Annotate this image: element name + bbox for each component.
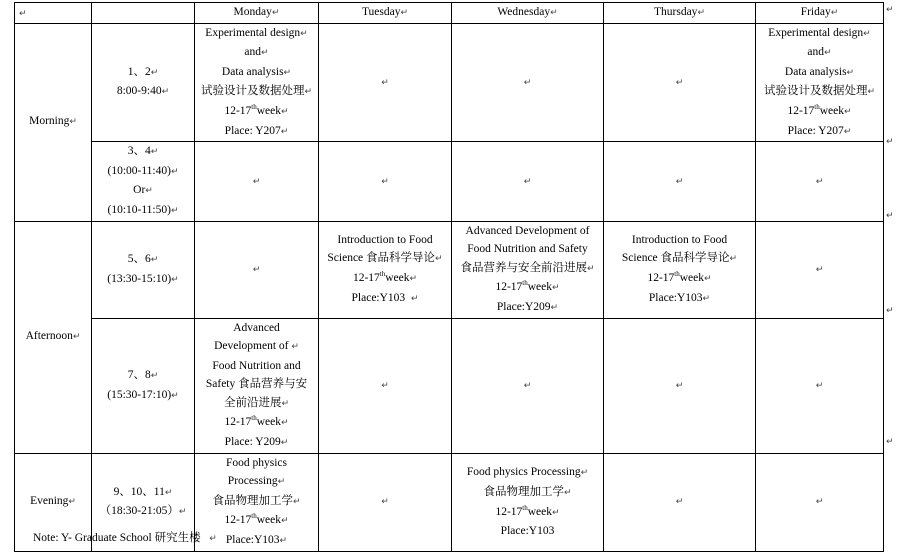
day-monday: Monday↵	[195, 3, 319, 24]
slot-5-6: 5、6↵ (13:30-15:10)↵	[92, 221, 195, 318]
empty-cell: ↵	[756, 142, 884, 221]
day-friday: Friday↵	[756, 3, 884, 24]
course-thu-intro-food-science: Introduction to Food Science 食品科学导论↵ 12-17thweek↵ Place:Y103↵	[604, 221, 756, 318]
empty-cell: ↵	[319, 318, 452, 453]
course-mon-advanced-development: Advanced Development of ↵ Food Nutrition and Safety 食品营养与安 全前沿进展↵ 12-17thweek↵ Place: Y209↵	[195, 318, 319, 453]
day-label: Thursday	[654, 6, 698, 18]
empty-cell: ↵	[452, 23, 604, 142]
empty-cell: ↵	[604, 23, 756, 142]
day-label: Wednesday	[497, 6, 551, 18]
empty-cell: ↵	[452, 318, 604, 453]
footnote-text: Note: Y- Graduate School 研究生楼	[33, 532, 201, 544]
empty-cell: ↵	[604, 453, 756, 551]
row-slot-3-4	[15, 142, 884, 221]
row-slot-7-8	[15, 318, 884, 453]
period-evening: Evening↵	[15, 453, 92, 551]
empty-cell: ↵	[452, 142, 604, 221]
empty-cell: ↵	[756, 318, 884, 453]
empty-cell: ↵	[319, 23, 452, 142]
day-wednesday: Wednesday↵	[452, 3, 604, 24]
empty-cell: ↵	[756, 453, 884, 551]
empty-cell: ↵	[319, 142, 452, 221]
row-end-mark: ↵	[886, 306, 894, 316]
slot-3-4: 3、4↵ (10:00-11:40)↵ Or↵ (10:10-11:50)↵	[92, 142, 195, 221]
course-mon-food-physics: Food physics Processing↵ 食品物理加工学↵ 12-17thweek↵ Place:Y103↵	[195, 453, 319, 551]
day-thursday: Thursday↵	[604, 3, 756, 24]
course-wed-food-physics: Food physics Processing↵ 食品物理加工学↵ 12-17thweek↵ Place:Y103	[452, 453, 604, 551]
row-end-mark: ↵	[886, 211, 894, 221]
period-morning: Morning↵	[15, 23, 92, 221]
header-row	[15, 3, 884, 24]
empty-cell: ↵	[604, 142, 756, 221]
corner-cell-2	[92, 3, 195, 24]
row-end-mark: ↵	[886, 437, 894, 447]
slot-1-2: 1、2↵ 8:00-9:40↵	[92, 23, 195, 142]
timetable	[14, 2, 884, 552]
row-slot-1-2	[15, 23, 884, 142]
day-label: Monday	[233, 6, 272, 18]
empty-cell: ↵	[319, 453, 452, 551]
row-slot-5-6	[15, 221, 884, 318]
period-afternoon: Afternoon↵	[15, 221, 92, 453]
empty-cell: ↵	[195, 221, 319, 318]
course-mon-experimental-design: Experimental design↵ and↵ Data analysis↵ 试验设计及数据处理↵ 12-17thweek↵ Place: Y207↵	[195, 23, 319, 142]
slot-9-11: 9、10、11↵ （18:30-21:05）↵	[92, 453, 195, 551]
empty-cell: ↵	[756, 221, 884, 318]
day-label: Friday	[800, 6, 831, 18]
empty-cell: ↵	[195, 142, 319, 221]
row-end-mark: ↵	[886, 137, 894, 147]
empty-cell: ↵	[604, 318, 756, 453]
course-wed-advanced-development: Advanced Development of Food Nutrition and Safety 食品营养与安全前沿进展↵ 12-17thweek↵ Place:Y209↵	[452, 221, 604, 318]
row-end-mark: ↵	[886, 5, 894, 15]
course-fri-experimental-design: Experimental design↵ and↵ Data analysis↵ 试验设计及数据处理↵ 12-17thweek↵ Place: Y207↵	[756, 23, 884, 142]
day-tuesday: Tuesday↵	[319, 3, 452, 24]
corner-cell: ↵	[15, 3, 92, 24]
footnote: Note: Y- Graduate School 研究生楼 ↵	[33, 532, 217, 544]
day-label: Tuesday	[361, 6, 401, 18]
course-tue-intro-food-science: Introduction to Food Science 食品科学导论↵ 12-17thweek↵ Place:Y103 ↵	[319, 221, 452, 318]
slot-7-8: 7、8↵ (15:30-17:10)↵	[92, 318, 195, 453]
